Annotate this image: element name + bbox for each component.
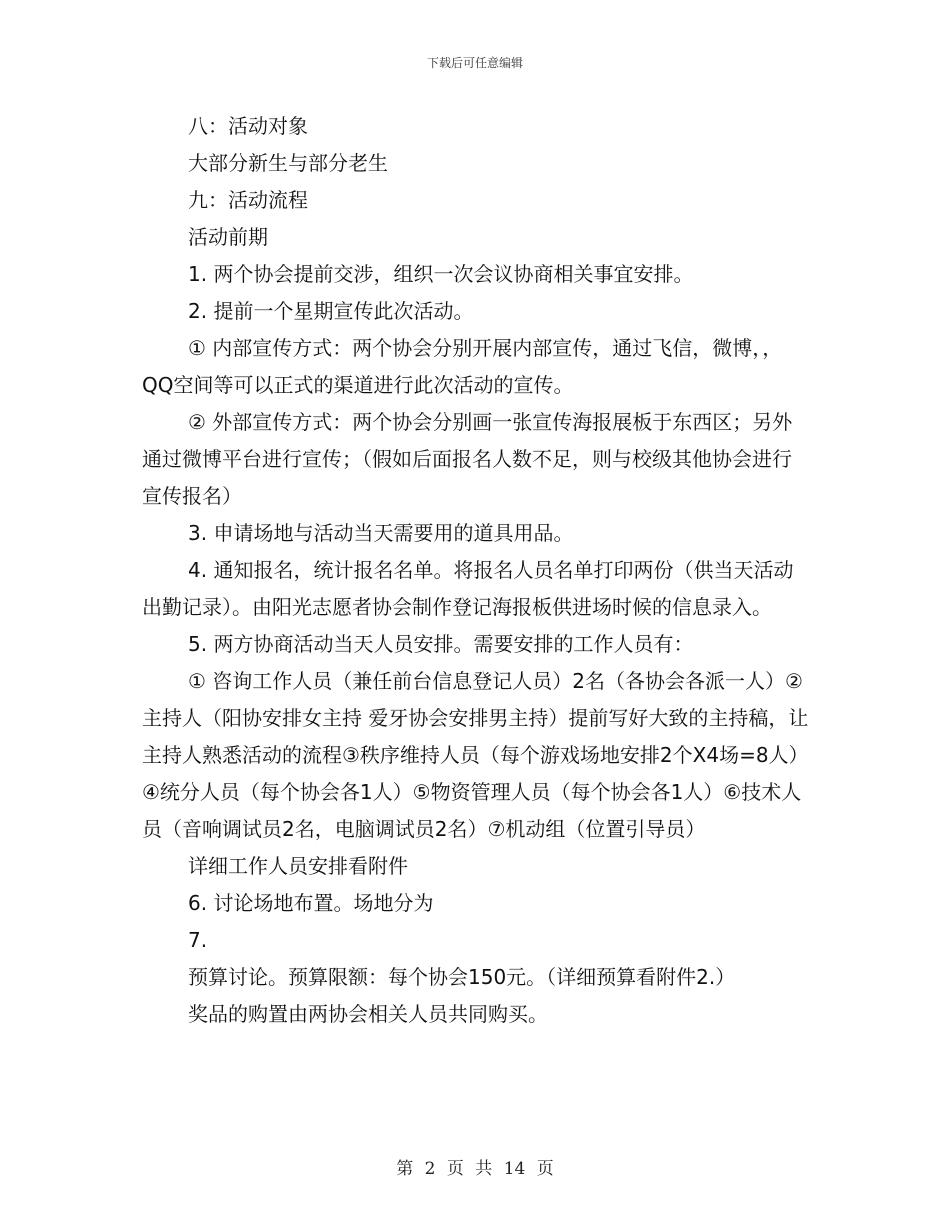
paragraph: 5. 两方协商活动当天人员安排。需要安排的工作人员有： bbox=[188, 632, 694, 656]
paragraph: ① 内部宣传方式：两个协会分别开展内部宣传，通过飞信，微博，，QQ空间等可以正式的渠道进行此次活动的宣传。 bbox=[142, 336, 783, 397]
paragraph: 活动前期 bbox=[188, 225, 268, 249]
page-footer: 第 2 页 共 14 页 bbox=[396, 1159, 554, 1179]
document-body bbox=[142, 108, 810, 1033]
paragraph: 预算讨论。预算限额：每个协会150元。（详细预算看附件2.） bbox=[188, 965, 736, 989]
paragraph: 详细工作人员安排看附件 bbox=[188, 854, 408, 878]
paragraph: ① 咨询工作人员（兼任前台信息登记人员）2名（各协会各派一人）②主持人（阳协安排女主持 爱牙协会安排男主持）提前写好大致的主持稿，让主持人熟悉活动的流程③秩序维持人员（每个游戏场地安排2个X4场=8人）④统分人员（每个协会各1人）⑤物资管理人员（每个协会各1人）⑥技术人员（音响调试员2名，电脑调试员2名）⑦机动组（位置引导员） bbox=[142, 669, 809, 841]
paragraph: 6. 讨论场地布置。场地分为 bbox=[188, 891, 434, 915]
paragraph: 7. bbox=[188, 928, 208, 952]
paragraph: 奖品的购置由两协会相关人员共同购买。 bbox=[188, 1002, 548, 1026]
paragraph: 4. 通知报名，统计报名名单。将报名人员名单打印两份（供当天活动出勤记录）。由阳光志愿者协会制作登记海报板供进场时候的信息录入。 bbox=[142, 558, 794, 619]
paragraph: ② 外部宣传方式：两个协会分别画一张宣传海报展板于东西区；另外通过微博平台进行宣传；（假如后面报名人数不足，则与校级其他协会进行宣传报名） bbox=[142, 410, 793, 508]
paragraph: 九：活动流程 bbox=[188, 188, 308, 212]
paragraph: 大部分新生与部分老生 bbox=[188, 151, 388, 175]
page-header: 下载后可任意编辑 bbox=[426, 56, 523, 70]
paragraph: 3. 申请场地与活动当天需要用的道具用品。 bbox=[188, 521, 574, 545]
paragraph: 1. 两个协会提前交涉，组织一次会议协商相关事宜安排。 bbox=[188, 262, 694, 286]
paragraph: 八：活动对象 bbox=[188, 114, 308, 138]
paragraph: 2. 提前一个星期宣传此次活动。 bbox=[188, 299, 474, 323]
